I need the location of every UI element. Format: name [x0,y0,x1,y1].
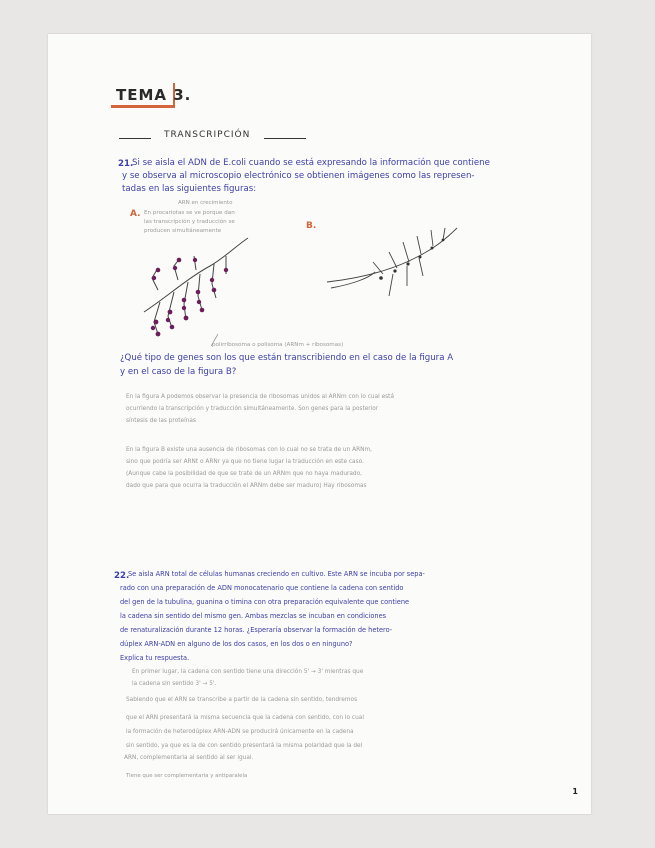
answer-line: la formación de heterodúplex ARN-ADN se producirá únicamente en la cadena [126,729,354,735]
question-line: del gen de la tubulina, guanina o timina con otra preparación equivalente que contiene [120,598,410,606]
answer-line: En la figura A podemos observar la presencia de ribosomas unidos al ARNm con lo cual está [126,394,395,400]
question-line: Si se aisla el ADN de E.coli cuando se está expresando la información que contiene [132,158,490,168]
annotation-a-line: En procariotas se ve porque dan [144,210,235,216]
question-line: rado con una preparación de ADN monocatenario que contiene la cadena con sentido [120,584,404,592]
question-line: dúplex ARN-ADN en alguno de los dos casos, en los dos o en ninguno? [120,640,353,648]
figure-b-label: B. [306,221,317,231]
answer-line: Sabiendo que el ARN se transcribe a partir de la cadena sin sentido, tendremos [126,697,358,703]
question-line: de renaturalización durante 12 horas. ¿Esperaría observar la formación de hetero- [120,626,393,634]
page-subtitle: TRANSCRIPCIÓN [164,130,251,140]
answer-line: En la figura B existe una ausencia de ribosomas con lo cual no se trata de un ARNm, [126,447,372,453]
answer-line: ARN, complementaria al sentido al ser igual. [124,755,254,761]
subtitle-rule-left [119,138,151,139]
figure-a-polysome-diagram [138,230,258,346]
answer-line: síntesis de las proteínas [126,418,196,424]
answer-note: Tiene que ser complementaria y antiparalela [126,773,248,779]
question-number: 21. [118,159,134,169]
question-prompt-line: ¿Qué tipo de genes son los que están transcribiendo en el caso de la figura A [120,353,454,363]
page-title: TEMA 3. [116,86,192,104]
figure-b-transcription-diagram [323,222,473,310]
answer-line: sin sentido, ya que es la de con sentido presentará la misma polaridad que la del [126,743,363,749]
figure-a-label: A. [130,209,141,219]
answer-line: sino que podría ser ARNt o ARNr ya que no tiene lugar la traducción en este caso. [126,459,364,465]
question-line: la cadena sin sentido del mismo gen. Ambas mezclas se incuban en condiciones [120,612,387,620]
question-number: 22. [114,571,130,581]
question-line: Se aisla ARN total de células humanas creciendo en cultivo. Este ARN se incuba por sepa- [128,570,425,578]
question-prompt-line: y en el caso de la figura B? [120,367,237,377]
page-number: 1 [572,787,578,796]
answer-line: dado que para que ocurra la traducción el ARNm debe ser maduro) Hay ribosomas [126,483,367,489]
answer-line: ocurriendo la transcripción y traducción simultáneamente. Son genes para la posterior [126,406,379,412]
answer-line: (Aunque cabe la posibilidad de que se trate de un ARNm que no haya madurado, [126,471,362,477]
question-line: y se observa al microscopio electrónico se obtienen imágenes como las represen- [122,171,475,181]
question-line: Explica tu respuesta. [120,654,190,662]
notebook-page [48,34,591,814]
annotation-a-line: las transcripción y traducción se [144,219,235,225]
answer-line: que el ARN presentará la misma secuencia que la cadena con sentido, con lo cual [126,715,364,721]
annotation-a-line: producen simultáneamente [144,228,222,234]
question-line: tadas en las siguientes figuras: [122,184,257,194]
answer-line: En primer lugar, la cadena con sentido tiene una dirección 5' → 3' mientras que [132,669,364,675]
answer-line: la cadena sin sentido 3' → 5'. [132,681,217,687]
subtitle-rule-right [264,138,306,139]
annotation-bottom: polirribosoma o polisoma (ARNm + ribosomas) [212,342,344,348]
annotation-top: ARN en crecimiento [178,200,233,206]
